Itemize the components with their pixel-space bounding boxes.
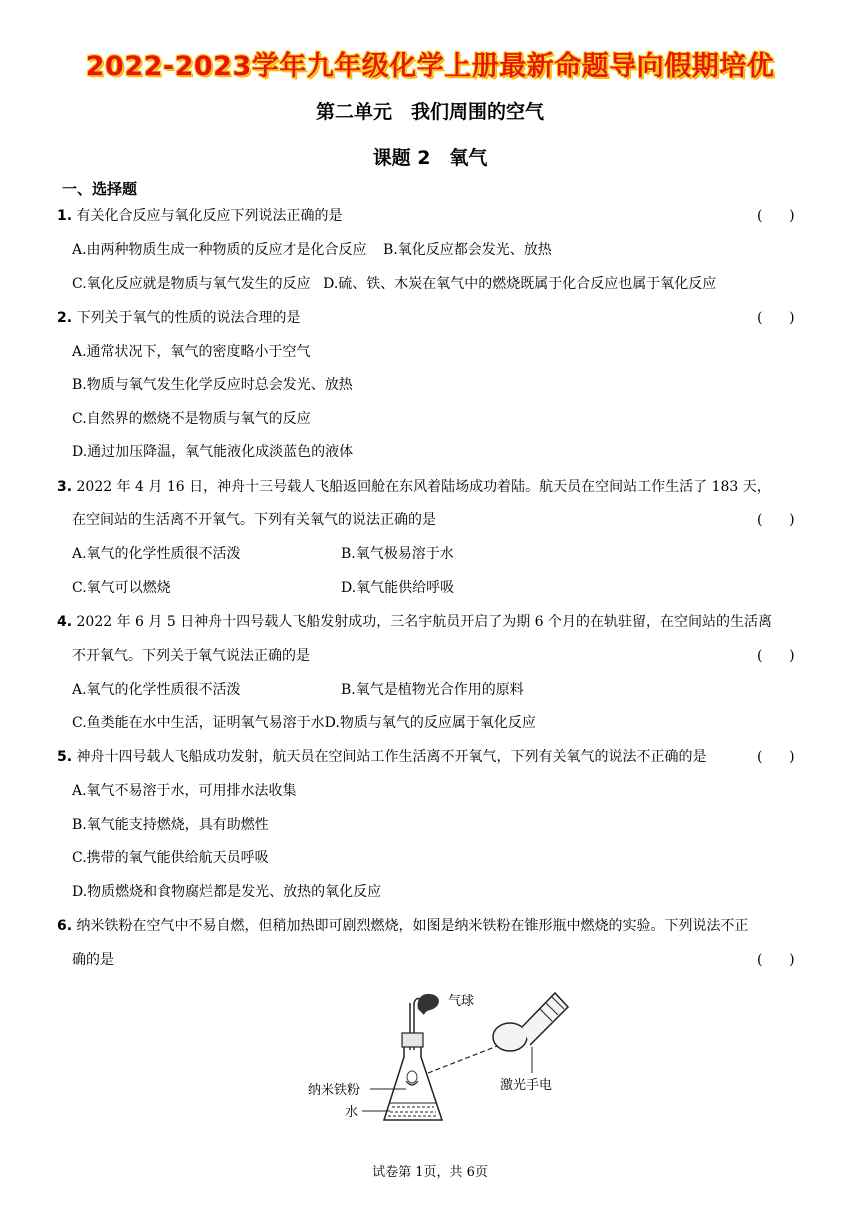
option-c: C.携带的氧气能供给航天员呼吸 <box>72 850 269 866</box>
label-laser-flashlight: 激光手电 <box>500 1078 553 1093</box>
question-3-stem <box>57 477 771 497</box>
iron-powder <box>407 1071 417 1083</box>
option-d: D.氧气能供给呼吸 <box>341 580 455 596</box>
option-text: A.由两种物质生成一种物质的反应才是化合反应 <box>72 242 367 258</box>
question-number: 2. <box>57 310 73 326</box>
section-title: 一、选择题 <box>62 180 138 198</box>
option-a: A.通常状况下，氧气的密度略小于空气 <box>72 344 311 360</box>
page-footer: 试卷第 1页，共 6页 <box>372 1165 488 1180</box>
question-text: 2022 年 6 月 5 日神舟十四号载人飞船发射成功，三名宇航员开启了为期 6 个月的在轨驻留，在空间站的生活离 <box>76 614 773 630</box>
option-b: B.氧气极易溶于水 <box>341 546 454 562</box>
option-c: C.氧气可以燃烧 <box>72 580 171 596</box>
answer-blank[interactable]: ( ) <box>757 512 795 528</box>
question-text: 不开氧气。下列关于氧气说法正确的是 <box>72 648 310 664</box>
question-text: 确的是 <box>72 952 114 968</box>
option-a: A.氧气的化学性质很不活泼 <box>72 546 241 562</box>
question-1-stem <box>57 206 343 226</box>
answer-blank[interactable]: ( ) <box>757 648 795 664</box>
banner-title: 2022-2023学年九年级化学上册最新命题导向假期培优 <box>85 51 775 82</box>
laser-beam <box>428 1043 505 1073</box>
label-iron-powder: 纳米铁粉 <box>308 1083 361 1098</box>
option-c <box>72 274 716 294</box>
answer-blank[interactable]: ( ) <box>757 310 795 326</box>
question-5-stem <box>57 747 707 767</box>
question-text: 纳米铁粉在空气中不易自燃，但稍加热即可剧烈燃烧，如图是纳米铁粉在锥形瓶中燃烧的实验。下列说法不正 <box>76 918 749 934</box>
option-text: D.硫、铁、木炭在氧气中的燃烧既属于化合反应也属于氧化反应 <box>323 276 717 292</box>
question-text: 在空间站的生活离不开氧气。下列有关氧气的说法正确的是 <box>72 512 436 528</box>
option-d: D.物质与氧气的反应属于氧化反应 <box>324 715 536 731</box>
question-number: 4. <box>57 614 73 630</box>
unit-title: 第二单元 我们周围的空气 <box>315 101 544 123</box>
option-a <box>72 240 552 260</box>
answer-blank[interactable]: ( ) <box>757 208 795 224</box>
option-text: B.氧化反应都会发光、放热 <box>383 242 552 258</box>
option-a: A.氧气不易溶于水，可用排水法收集 <box>72 783 297 799</box>
option-b: B.氧气是植物光合作用的原料 <box>341 682 524 698</box>
option-b: B.物质与氧气发生化学反应时总会发光、放热 <box>72 377 353 393</box>
option-d: D.物质燃烧和食物腐烂都是发光、放热的氧化反应 <box>72 884 382 900</box>
question-text: 2022 年 4 月 16 日，神舟十三号载人飞船返回舱在东风着陆场成功着陆。航天员在空间站工作生活了 183 天， <box>76 479 771 495</box>
question-number: 3. <box>57 479 73 495</box>
question-6-stem <box>57 916 749 936</box>
question-number: 6. <box>57 918 73 934</box>
option-c: C.自然界的燃烧不是物质与氧气的反应 <box>72 411 311 427</box>
question-number: 1. <box>57 208 73 224</box>
label-balloon: 气球 <box>448 994 475 1009</box>
question-number: 5. <box>57 749 73 765</box>
conical-flask <box>384 1047 442 1120</box>
option-text: C.鱼类能在水中生活，证明氧气易溶于水 <box>72 715 325 731</box>
label-water: 水 <box>345 1105 359 1120</box>
option-d: D.通过加压降温，氧气能液化成淡蓝色的液体 <box>72 444 354 460</box>
option-text: C.氧化反应就是物质与氧气发生的反应 <box>72 276 311 292</box>
option-b: B.氧气能支持燃烧，具有助燃性 <box>72 817 269 833</box>
question-4-stem <box>57 612 772 632</box>
stopper <box>402 1033 423 1047</box>
question-text: 有关化合反应与氧化反应下列说法正确的是 <box>76 208 343 224</box>
experiment-figure <box>300 985 580 1135</box>
question-2-stem <box>57 308 301 328</box>
option-c <box>72 713 536 733</box>
laser-flashlight-icon <box>493 993 568 1051</box>
question-text: 下列关于氧气的性质的说法合理的是 <box>76 310 301 326</box>
answer-blank[interactable]: ( ) <box>757 952 795 968</box>
balloon-icon <box>418 994 439 1015</box>
lesson-title: 课题 2 氧气 <box>372 147 488 169</box>
question-text: 神舟十四号载人飞船成功发射，航天员在空间站工作生活离不开氧气，下列有关氧气的说法不正确的是 <box>76 749 707 765</box>
answer-blank[interactable]: ( ) <box>757 749 795 765</box>
option-a: A.氧气的化学性质很不活泼 <box>72 682 241 698</box>
